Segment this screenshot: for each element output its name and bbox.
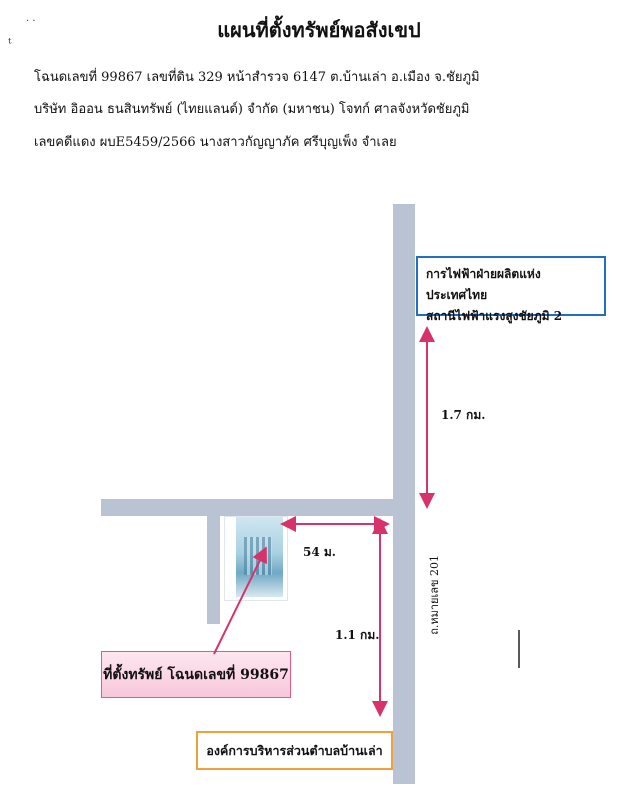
distance-to-sao: 1.1 กม. xyxy=(335,628,380,642)
case-parties-line: บริษัท อิออน ธนสินทรัพย์ (ไทยแลนด์) จำกัด (มหาชน) โจทก์ ศาลจังหวัดชัยภูมิ xyxy=(34,102,470,117)
road-number-label: ถ.หมายเลข 201 xyxy=(428,555,441,635)
scan-dots: · · xyxy=(26,16,36,27)
arrow-to-property xyxy=(214,550,265,654)
substation-name: สถานีไฟฟ้าแรงสูงชัยภูมิ 2 xyxy=(426,309,563,323)
case-number-line: เลขคดีแดง ผบE5459/2566 นางสาวกัญญาภัค ศรีบุญเพ็ง จำเลย xyxy=(34,135,397,150)
deed-info-line: โฉนดเลขที่ 99867 เลขที่ดิน 329 หน้าสำรวจ 6147 ต.บ้านเล่า อ.เมือง จ.ชัยภูมิ xyxy=(34,70,480,85)
scan-mark: ᵗ xyxy=(8,36,12,52)
map-title: แผนที่ตั้งทรัพย์พอสังเขป xyxy=(217,18,421,42)
distance-to-power-station: 1.7 กม. xyxy=(441,408,486,422)
sao-office-box: องค์การบริหารส่วนตำบลบ้านเล่า xyxy=(196,731,393,770)
property-location-label: ที่ตั้งทรัพย์ โฉนดเลขที่ 99867 xyxy=(101,651,291,698)
power-station-name: การไฟฟ้าฝ่ายผลิตแห่งประเทศไทย xyxy=(426,267,541,302)
distance-plot-to-road: 54 ม. xyxy=(303,545,336,559)
